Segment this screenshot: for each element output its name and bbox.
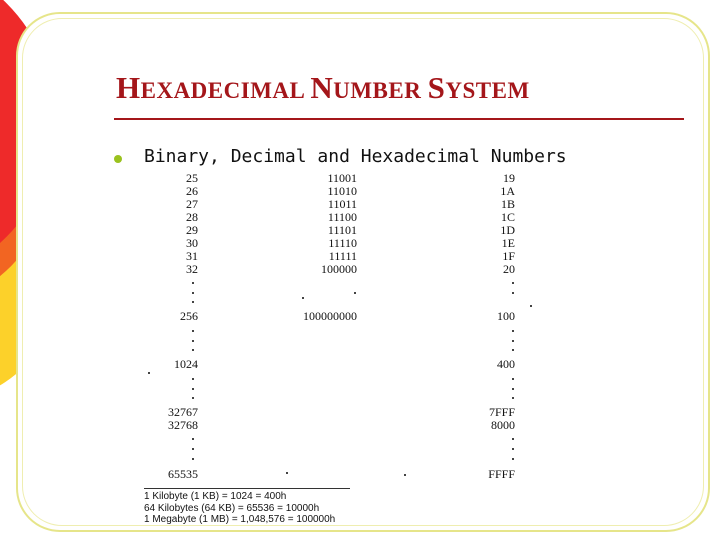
- ellipsis-dot: [192, 448, 194, 450]
- ellipsis-dot: [192, 438, 194, 440]
- slide-title: [116, 70, 530, 106]
- bullet-dot-icon: [114, 155, 122, 163]
- ellipsis-dot: [512, 330, 514, 332]
- title-part: N: [310, 70, 334, 105]
- table-cell-decimal: 31: [186, 249, 198, 263]
- table-cell-binary: 11111: [328, 249, 357, 263]
- ellipsis-dot: [512, 397, 514, 399]
- ellipsis-dot: [192, 301, 194, 303]
- table-cell-hex: 8000: [491, 418, 515, 432]
- ellipsis-dot: [512, 458, 514, 460]
- note-line: 1 Kilobyte (1 KB) = 1024 = 400h: [144, 491, 287, 502]
- ellipsis-dot: [148, 372, 150, 374]
- ellipsis-dot: [354, 292, 356, 294]
- table-cell-binary: 11001: [327, 171, 357, 185]
- table-cell-decimal: 32768: [168, 418, 198, 432]
- title-part: EXADECIMAL: [140, 78, 311, 103]
- ellipsis-dot: [192, 378, 194, 380]
- table-cell-decimal: 29: [186, 223, 198, 237]
- table-cell-hex: 1A: [500, 184, 515, 198]
- ellipsis-dot: [512, 340, 514, 342]
- table-cell-decimal: 27: [186, 197, 198, 211]
- table-cell-decimal: 32767: [168, 405, 198, 419]
- title-part: YSTEM: [445, 78, 530, 103]
- ellipsis-dot: [512, 438, 514, 440]
- table-cell-decimal: 26: [186, 184, 198, 198]
- table-cell-decimal: 1024: [174, 357, 198, 371]
- bullet-text: Binary, Decimal and Hexadecimal Numbers: [144, 146, 567, 167]
- table-cell-binary: 11010: [327, 184, 357, 198]
- table-cell-hex: 1B: [500, 197, 515, 211]
- ellipsis-dot: [286, 472, 288, 474]
- title-part: H: [116, 70, 141, 105]
- ellipsis-dot: [192, 388, 194, 390]
- table-cell-decimal: 30: [186, 236, 198, 250]
- table-cell-decimal: 256: [180, 309, 198, 323]
- ellipsis-dot: [192, 458, 194, 460]
- table-cell-decimal: 28: [186, 210, 198, 224]
- ellipsis-dot: [512, 378, 514, 380]
- ellipsis-dot: [512, 292, 514, 294]
- note-line: 64 Kilobytes (64 KB) = 65536 = 10000h: [144, 502, 320, 514]
- table-cell-binary: 11100: [327, 210, 357, 224]
- table-cell-binary: 100000000: [303, 309, 357, 323]
- table-cell-hex: 400: [497, 357, 515, 371]
- ellipsis-dot: [192, 340, 194, 342]
- notes-divider: [144, 488, 350, 489]
- table-cell-hex: 7FFF: [488, 405, 515, 419]
- table-cell-decimal: 65535: [168, 467, 198, 481]
- title-underline: [114, 118, 684, 120]
- size-notes: [144, 491, 335, 526]
- ellipsis-dot: [192, 397, 194, 399]
- ellipsis-dot: [512, 349, 514, 351]
- ellipsis-dot: [192, 292, 194, 294]
- ellipsis-dot: [302, 297, 304, 299]
- table-cell-hex: 19: [503, 171, 515, 185]
- title-part: S: [427, 70, 446, 105]
- table-cell-decimal: 25: [186, 171, 198, 185]
- ellipsis-dot: [512, 282, 514, 284]
- ellipsis-dot: [404, 474, 406, 476]
- table-cell-hex: 1D: [500, 223, 515, 237]
- table-cell-binary: 11110: [328, 236, 357, 250]
- table-cell-hex: FFFF: [488, 467, 515, 481]
- table-cell-hex: 20: [503, 262, 515, 276]
- ellipsis-dot: [512, 448, 514, 450]
- ellipsis-dot: [192, 282, 194, 284]
- ellipsis-dot: [512, 388, 514, 390]
- table-cell-binary: 11101: [327, 223, 357, 237]
- table-cell-binary: 100000: [321, 262, 357, 276]
- table-cell-binary: 11011: [327, 197, 357, 211]
- table-cell-hex: 1C: [500, 210, 515, 224]
- number-table: [140, 172, 540, 482]
- table-cell-hex: 1F: [502, 249, 515, 263]
- ellipsis-dot: [530, 305, 532, 307]
- note-line: 1 Megabyte (1 MB) = 1,048,576 = 100000h: [144, 514, 336, 525]
- table-cell-hex: 1E: [501, 236, 515, 250]
- title-part: UMBER: [333, 78, 428, 103]
- table-cell-hex: 100: [497, 309, 515, 323]
- table-cell-decimal: 32: [186, 262, 198, 276]
- ellipsis-dot: [192, 330, 194, 332]
- ellipsis-dot: [192, 349, 194, 351]
